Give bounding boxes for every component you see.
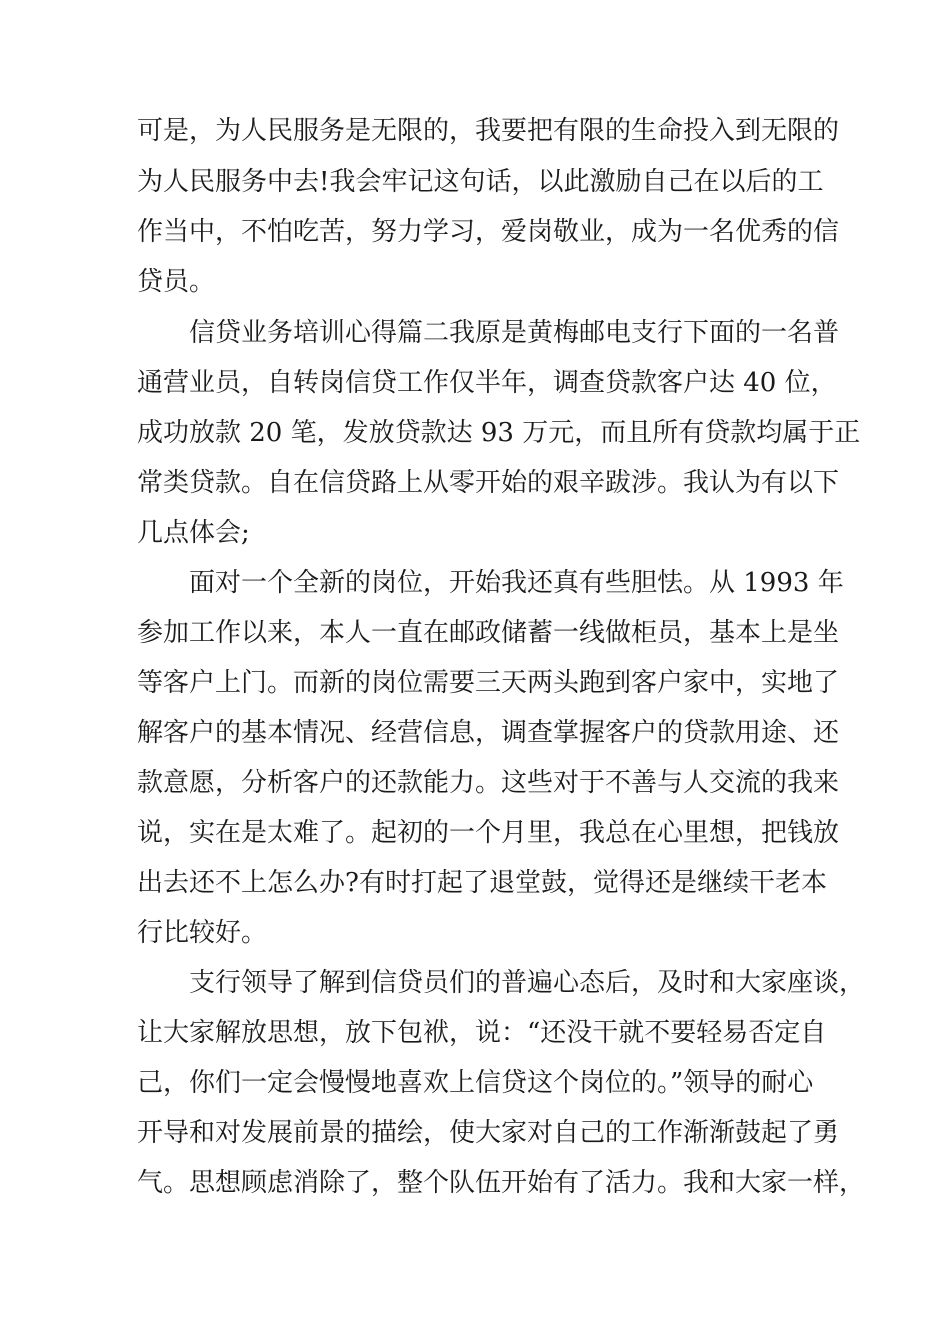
paragraph-first-line: 信贷业务培训心得篇二我原是黄梅邮电支行下面的一名普 [189,318,840,348]
text-line: 开导和对发展前景的描绘，使大家对自己的工作渐渐鼓起了勇 [137,1118,840,1148]
text-line: 让大家解放思想，放下包袱，说：“还没干就不要轻易否定自 [137,1018,827,1048]
text-line: 为人民服务中去!我会牢记这句话，以此激励自己在以后的工 [137,167,824,197]
text-line: 说，实在是太难了。起初的一个月里，我总在心里想，把钱放 [137,818,840,848]
text-line: 几点体会; [137,518,250,548]
text-line: 作当中，不怕吃苦，努力学习，爱岗敬业，成为一名优秀的信 [137,217,840,247]
text-line: 常类贷款。自在信贷路上从零开始的艰辛跋涉。我认为有以下 [137,468,840,498]
text-line: 解客户的基本情况、经营信息，调查掌握客户的贷款用途、还 [137,718,840,748]
text-line: 款意愿，分析客户的还款能力。这些对于不善与人交流的我来 [137,768,840,798]
paragraph-first-line: 面对一个全新的岗位，开始我还真有些胆怯。从 1993 年 [189,568,844,598]
text-line: 通营业员，自转岗信贷工作仅半年，调查贷款客户达 40 位， [137,368,837,398]
text-line: 行比较好。 [137,918,268,948]
text-line: 成功放款 20 笔，发放贷款达 93 万元，而且所有贷款均属于正 [137,418,861,448]
text-line: 贷员。 [137,267,216,297]
text-line: 己，你们一定会慢慢地喜欢上信贷这个岗位的。”领导的耐心 [137,1068,814,1098]
text-line: 参加工作以来，本人一直在邮政储蓄一线做柜员，基本上是坐 [137,618,840,648]
text-line: 可是，为人民服务是无限的，我要把有限的生命投入到无限的 [137,116,840,146]
text-line: 气。思想顾虑消除了，整个队伍开始有了活力。我和大家一样， [137,1168,866,1198]
paragraph-first-line: 支行领导了解到信贷员们的普遍心态后，及时和大家座谈， [189,968,866,998]
text-line: 出去还不上怎么办?有时打起了退堂鼓，觉得还是继续干老本 [137,868,827,898]
text-line: 等客户上门。而新的岗位需要三天两头跑到客户家中，实地了 [137,668,840,698]
